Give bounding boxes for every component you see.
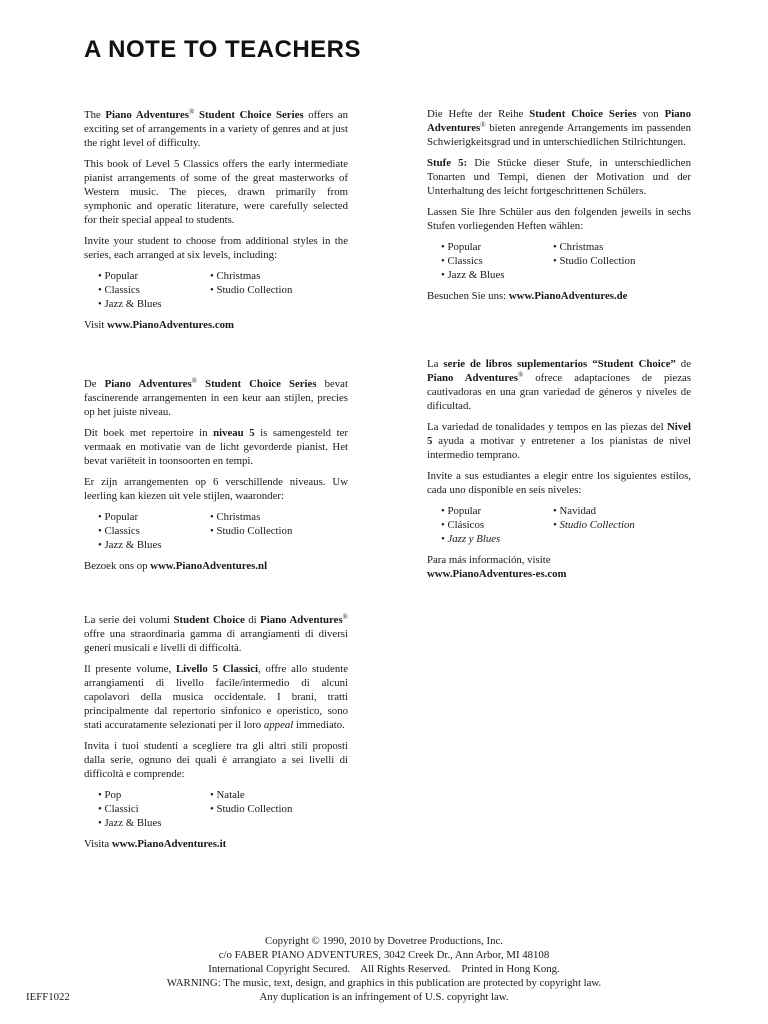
english-intro: The Piano Adventures® Student Choice Series offers an exciting set of arrangements in a variety of genres and at just the right level of difficulty. <box>84 108 348 149</box>
website-link[interactable]: www.PianoAdventures.com <box>107 319 235 331</box>
list-item: • Classics <box>441 255 483 267</box>
list-item: • Jazz & Blues <box>98 298 162 310</box>
list-item: • Popular <box>441 505 482 517</box>
rights-line: International Copyright Secured. All Rights Reserved. Printed in Hong Kong. <box>208 963 560 975</box>
list-item: • Jazz & Blues <box>441 269 505 281</box>
list-item: • Studio Collection <box>210 525 293 537</box>
italian-section <box>84 613 348 851</box>
styles-column <box>210 788 322 830</box>
styles-column <box>441 240 553 282</box>
website-link[interactable]: www.PianoAdventures.nl <box>150 560 268 572</box>
styles-column <box>210 269 322 311</box>
series-name: Student Choice Series <box>529 108 637 120</box>
dutch-styles-list <box>84 510 348 552</box>
list-item: • Classics <box>98 525 140 537</box>
german-invite: Lassen Sie Ihre Schüler aus den folgenden jeweils in sechs Stufen vorliegenden Heften wählen: <box>427 206 691 232</box>
series-name: Student Choice Series <box>194 109 304 121</box>
italian-invite: Invita i tuoi studenti a scegliere tra gli altri stili proposti dalla serie, ognuno dei quali è arrangiato a sei livelli di difficoltà e comprende: <box>84 740 348 780</box>
list-item: • Popular <box>98 511 139 523</box>
list-item: • Christmas <box>210 270 261 282</box>
german-level-description: Stufe 5: Die Stücke dieser Stufe, in unterschiedlichen Tonarten und Tempi, dienen der Motivation und der Unterhaltung des leicht fortgeschrittenen Schülers. <box>427 157 691 197</box>
dutch-section <box>84 377 348 573</box>
list-item: • Pop <box>98 789 122 801</box>
styles-column <box>210 510 322 552</box>
styles-column <box>98 269 210 311</box>
spanish-invite: Invite a sus estudiantes a elegir entre los siguientes estilos, cada uno disponible en seis niveles: <box>427 470 691 496</box>
spanish-level-description: La variedad de tonalidades y tempos en las piezas del Nivel 5 ayuda a motivar y entretener a los pianistas de nivel intermedio temprano. <box>427 421 691 461</box>
warning-line: WARNING: The music, text, design, and graphics in this publication are protected by copyright law. <box>166 977 602 989</box>
spanish-intro: La serie de libros suplementarios “Student Choice” de Piano Adventures® ofrece adaptaciones de piezas cautivadoras en una gran variedad de géneros y niveles de dificultad. <box>427 358 691 412</box>
copyright-line: Copyright © 1990, 2010 by Dovetree Productions, Inc. <box>265 935 503 947</box>
dutch-level-description: Dit boek met repertoire in niveau 5 is samengesteld ter vermaak en motivatie van de licht gevorderde pianist. Het bevat variëteit in toonsoorten en tempi. <box>84 427 348 467</box>
list-item: • Popular <box>98 270 139 282</box>
website-link[interactable]: www.PianoAdventures.it <box>111 838 227 850</box>
list-item: • Jazz & Blues <box>98 817 162 829</box>
spanish-styles-list <box>427 504 691 546</box>
series-name: serie de libros suplementarios “Student Choice” <box>443 358 676 370</box>
dutch-intro: De Piano Adventures® Student Choice Series bevat fascinerende arrangementen in een keur aan stijlen, precies op het juiste niveau. <box>84 377 348 418</box>
spanish-visit: Para más información, visite www.PianoAdventures-es.com <box>427 554 567 580</box>
list-item: • Christmas <box>553 241 604 253</box>
publisher-address: c/o FABER PIANO ADVENTURES, 3042 Creek Dr., Ann Arbor, MI 48108 <box>218 949 550 961</box>
italian-visit: Visita www.PianoAdventures.it <box>84 838 227 850</box>
list-item: • Natale <box>210 789 245 801</box>
dutch-invite: Er zijn arrangementen op 6 verschillende niveaus. Uw leerling kan kiezen uit vele stijlen, waaronder: <box>84 476 348 502</box>
styles-column <box>553 504 665 546</box>
copyright-footer <box>150 934 618 1004</box>
italian-level-description: Il presente volume, Livello 5 Classici, offre allo studente arrangiamenti di livello facile/intermedio di alcuni capolavori della musica occidentale. I brani, tratti principalmente dal repertorio sinfonico e operistico, sono stati accuratamente selezionati per il loro appeal immediato. <box>84 663 349 731</box>
italian-styles-list <box>84 788 348 830</box>
list-item: • Christmas <box>210 511 261 523</box>
page-title: A NOTE TO TEACHERS <box>84 36 362 63</box>
series-name: Student Choice <box>173 614 245 626</box>
spanish-section <box>427 357 691 581</box>
english-visit: Visit www.PianoAdventures.com <box>84 319 235 331</box>
brand-name: Piano Adventures <box>105 109 190 121</box>
english-invite: Invite your student to choose from additional styles in the series, each arranged at six levels, including: <box>84 235 348 261</box>
styles-column <box>441 504 553 546</box>
brand-name: Piano Adventures <box>260 614 343 626</box>
website-link[interactable]: www.PianoAdventures.de <box>508 290 628 302</box>
styles-column <box>98 788 210 830</box>
list-item: • Studio Collection <box>210 284 293 296</box>
brand-name: Piano Adventures <box>104 378 192 390</box>
list-item: • Classici <box>98 803 139 815</box>
series-name: Student Choice Series <box>197 378 317 390</box>
list-item: • Popular <box>441 241 482 253</box>
list-item: • Studio Collection <box>553 519 635 531</box>
infringement-line: Any duplication is an infringement of U.S. copyright law. <box>259 991 509 1003</box>
list-item: • Classics <box>98 284 140 296</box>
german-visit: Besuchen Sie uns: www.PianoAdventures.de <box>427 290 628 302</box>
styles-column <box>98 510 210 552</box>
german-section <box>427 107 691 303</box>
list-item: • Jazz y Blues <box>441 533 501 545</box>
list-item: • Jazz & Blues <box>98 539 162 551</box>
list-item: • Studio Collection <box>210 803 293 815</box>
english-section <box>84 108 348 332</box>
english-styles-list <box>84 269 348 311</box>
german-intro: Die Hefte der Reihe Student Choice Series von Piano Adventures® bieten anregende Arrangements im passenden Schwierigkeitsgrad und in unterschiedlichen Stilrichtungen. <box>427 108 691 148</box>
styles-column <box>553 240 665 282</box>
catalog-code: IEFF1022 <box>26 991 70 1003</box>
list-item: • Studio Collection <box>553 255 636 267</box>
brand-name: Piano Adventures <box>427 372 518 384</box>
german-styles-list <box>427 240 691 282</box>
website-link[interactable]: www.PianoAdventures-es.com <box>427 568 567 580</box>
brand-name: Piano Adventures <box>427 108 691 134</box>
list-item: • Navidad <box>553 505 597 517</box>
english-level-description: This book of Level 5 Classics offers the early intermediate pianist arrangements of some of the great masterworks of Western music. The pieces, drawn primarily from symphonic and operatic literature, were carefully selected for their special appeal to students. <box>84 158 348 226</box>
italian-intro: La serie dei volumi Student Choice di Piano Adventures® offre una straordinaria gamma di arrangiamenti di diversi generi musicali e livelli di difficoltà. <box>84 613 348 654</box>
dutch-visit: Bezoek ons op www.PianoAdventures.nl <box>84 560 268 572</box>
list-item: • Clásicos <box>441 519 485 531</box>
